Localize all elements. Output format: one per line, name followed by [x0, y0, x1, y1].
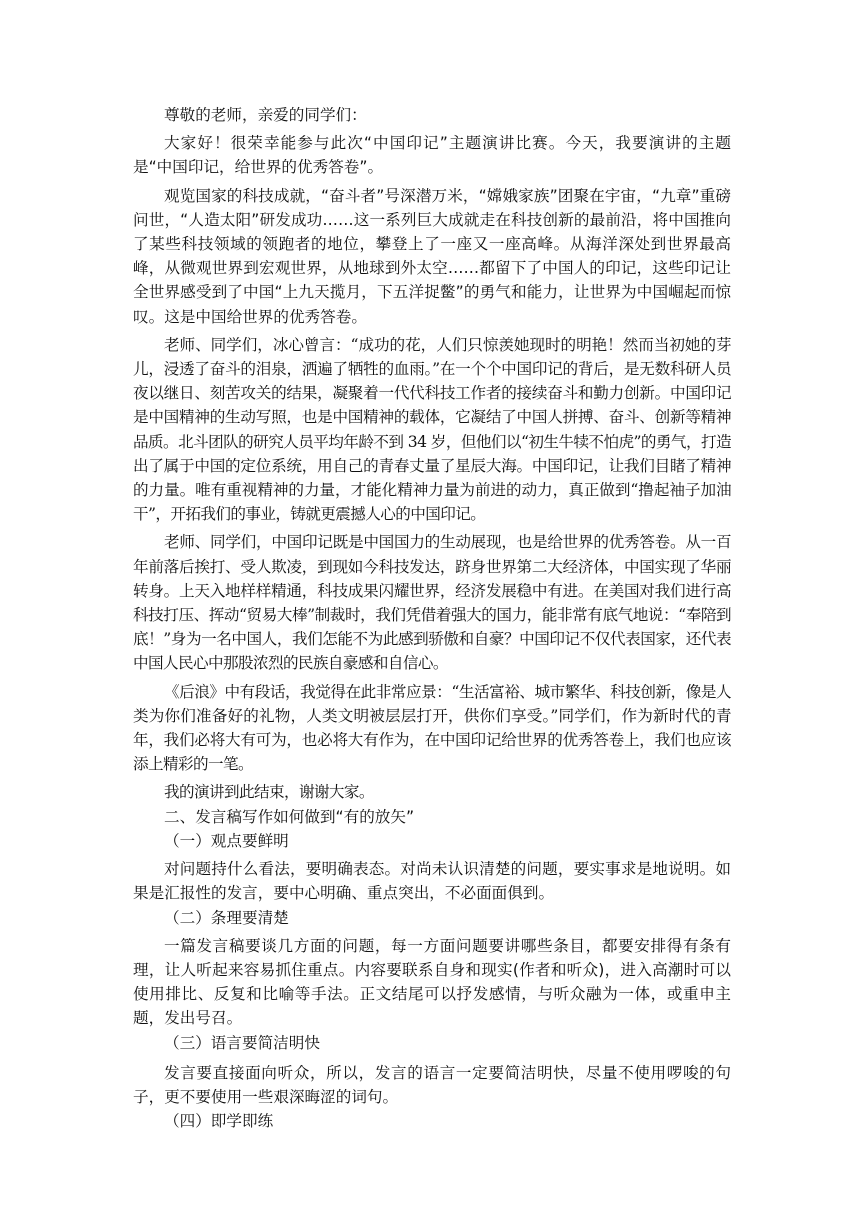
speech-national-paragraph: 老师、同学们，中国印记既是中国国力的生动展现，也是给世界的优秀答卷。从一百年前落后挨打、受人欺凌，到现如今科技发达，跻身世界第二大经济体，中国实现了华丽转身。上天入地样样精通，科技成果闪耀世界，经济发展稳中有进。在美国对我们进行高科技打压、挥动“贸易大棒”制裁时，我们凭借着强大的国力，能非常有底气地说：“奉陪到底！”身为一名中国人，我们怎能不为此感到骄傲和自豪？中国印记不仅代表国家，还代表中国人民心中那股浓烈的民族自豪感和自信心。	[133, 533, 731, 673]
section-item-heading: （二）条理要清楚	[164, 908, 289, 927]
document-body	[133, 103, 731, 1133]
section-item-heading: （一）观点要鲜明	[164, 831, 289, 850]
speech-tech-paragraph: 观览国家的科技成就，“奋斗者”号深潜万米，“嫦娥家族”团聚在宇宙，“九章”重磅问世，“人造太阳”研发成功……这一系列巨大成就走在科技创新的最前沿，将中国推向了某些科技领域的领跑者的地位，攀登上了一座又一座高峰。从海洋深处到世界最高峰，从微观世界到宏观世界，从地球到外太空……都留下了中国人的印记，这些印记让全世界感受到了中国“上九天揽月，下五洋捉鳖”的勇气和能力，让世界为中国崛起而惊叹。这是中国给世界的优秀答卷。	[133, 186, 731, 326]
speech-intro-paragraph: 大家好！很荣幸能参与此次“中国印记”主题演讲比赛。今天，我要演讲的主题是“中国印记，给世界的优秀答卷”。	[133, 134, 731, 177]
section-item-heading: （四）即学即练	[164, 1112, 274, 1131]
speech-spirit-paragraph: 老师、同学们，冰心曾言：“成功的花，人们只惊羡她现时的明艳！然而当初她的芽儿，浸透了奋斗的泪泉，洒遍了牺牲的血雨。”在一个个中国印记的背后，是无数科研人员夜以继日、刻苦攻关的结果，凝聚着一代代科技工作者的接续奋斗和勤力创新。中国印记是中国精神的生动写照，也是中国精神的载体，它凝结了中国人拼搏、奋斗、创新等精神品质。北斗团队的研究人员平均年龄不到 34 岁，但他们以“初生牛犊不怕虎”的勇气，打造出了属于中国的定位系统，用自己的青春丈量了星辰大海。中国印记，让我们目睹了精神的力量。唯有重视精神的力量，才能化精神力量为前进的动力，真正做到“撸起袖子加油干”，开拓我们的事业，铸就更震撼人心的中国印记。	[133, 335, 731, 524]
section-two-title: 二、发言稿写作如何做到“有的放矢”	[164, 807, 415, 826]
section-item-heading: （三）语言要简洁明快	[164, 1033, 320, 1052]
speech-closing: 我的演讲到此结束，谢谢大家。	[164, 783, 374, 802]
section-item-body: 发言要直接面向听众，所以，发言的语言一定要简洁明快，尽量不使用啰唆的句子，更不要使用一些艰深晦涩的词句。	[133, 1063, 731, 1106]
speech-greeting: 尊敬的老师，亲爱的同学们：	[164, 106, 367, 124]
section-item-body: 一篇发言稿要谈几方面的问题，每一方面问题要讲哪些条目，都要安排得有条有理，让人听起来容易抓住重点。内容要联系自身和现实(作者和听众)，进入高潮时可以使用排比、反复和比喻等手法。正文结尾可以抒发感情，与听众融为一体，或重申主题，发出号召。	[133, 936, 731, 1028]
speech-youth-paragraph: 《后浪》中有段话，我觉得在此非常应景：“生活富裕、城市繁华、科技创新，像是人类为你们准备好的礼物，人类文明被层层打开，供你们享受。”同学们，作为新时代的青年，我们必将大有可为，也必将大有作为，在中国印记给世界的优秀答卷上，我们也应该添上精彩的一笔。	[133, 682, 731, 774]
section-item-body: 对问题持什么看法，要明确表态。对尚未认识清楚的问题，要实事求是地说明。如果是汇报性的发言，要中心明确、重点突出，不必面面俱到。	[133, 860, 731, 903]
